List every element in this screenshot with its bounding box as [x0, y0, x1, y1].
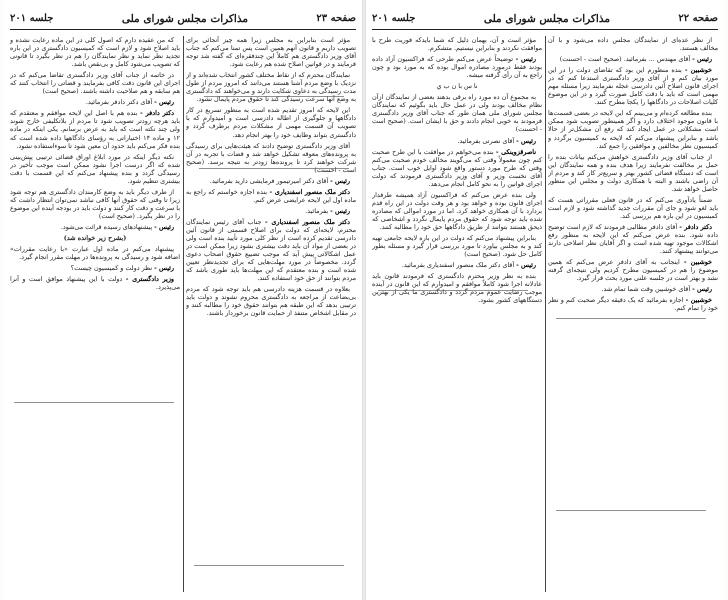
speaker-name: رئیس -: [154, 98, 174, 107]
body-paragraph: در خاتمه از جناب آقای وزیر دادگستری تقاضا می‌کنم که در اجرای این قانون دقت کافی بفرمایند و قضاتی را انتخاب کنند که هم سابقه و هم صلاحیت داشته باشند. (صحیح است): [10, 71, 180, 96]
speech-text: اینجانب به آقای دادفر عرض می‌کنم که همین موضوع را هم در کمیسیون مطرح کردیم ولی نتیجه‌ای گرفته نشد و بهتر است در جلسه علنی مورد بحث قرار گیرد.: [548, 258, 718, 283]
body-paragraph: ضمناً یادآوری می‌کنم که در قانون فعلی مقرراتی هست که باید لغو شود و جای آن مقررات جدید گذاشته شود و لازم است کمیسیون در این باره هم بررسی کند.: [548, 195, 718, 220]
body-paragraph: از جناب آقای وزیر دادگستری خواهش می‌کنم بیانات بنده را حمل بر مخالفت نفرمایند زیرا هدف بنده و همه نمایندگان این است که دستگاه قضائی کشور بهتر و سریع‌تر کار کند و مردم از آن راضی باشند و البته با همکاری دولت و مجلس این منظور حاصل خواهد شد.: [548, 152, 718, 193]
speaker-name: رئیس -: [330, 206, 350, 215]
body-paragraph: نا س با ن ب ي: [436, 82, 478, 91]
speech-text: توضیحاً عرض می‌کنم طرحی که فراکسیون آزاد داده بودند فقط درمورد مصادره اموال بوده که به مورد بود و چون راجع به آن رأی گرفته میشه.: [372, 55, 542, 80]
ink-underline: [204, 96, 344, 97]
speaker-name: رئیس -: [516, 261, 536, 270]
body-paragraph: ولی بنده عرض می‌کنم که فراکسیون آزاد همیشه طرفدار اجرای قانون بوده و خواهد بود و هر وقت دولت در این راه قدم بردارد با آن همکاری خواهد کرد. اما در مورد اموالی که مصادره شده باید توجه شود که حقوق مردم پایمال نگردد و اشخاصی که ذیحق هستند بتوانند از طریق دادگاهها حق خود را مطالبه کنند.: [372, 190, 542, 231]
left-page-title: مذاکرات مجلس شورای ملی: [121, 12, 248, 25]
left-page-number: صفحه ۲۳: [316, 13, 356, 24]
speech-text: بنده اجازه خواستم که راجع به ماده اول این لایحه عرایضی عرض کنم.: [186, 187, 356, 204]
speaker-name: رئیس -: [154, 264, 174, 273]
right-page-title: مذاکرات مجلس شورای ملی: [483, 12, 610, 25]
speaker-name: دکتر ملک منصور اسفندیاری -: [269, 187, 350, 196]
speaker-paragraph: [186, 207, 356, 215]
speaker-paragraph: [10, 109, 180, 149]
right-page: [366, 0, 724, 600]
speaker-paragraph: [548, 223, 718, 255]
body-paragraph: نمایندگان محترم که از نقاط مختلف کشور انتخاب شده‌اند و از نزدیک با وضع مردم آشنا هستند می‌دانند که امروز مردم از طول مدت رسیدگی به دعاوی شکایت دارند و می‌خواهند که دادگستری به وضع آنها سرعت رسیدگی کند تا حقوق مردم پایمال نشود.: [186, 71, 356, 104]
speaker-paragraph: [372, 137, 542, 145]
speaker-paragraph: [10, 98, 180, 106]
speech-text: بنده هم با اصل این لایحه موافقم و معتقدم که باید هرچه زودتر تصویب شود تا مردم از بلاتکلیفی خارج شوند ولی چند نکته است که باید به عرض برسانم. یکی اینکه در ماده ۱۲ و ماده ۱۴ اختیاراتی به رؤسای دادگاهها داده شده است که بنده فکر می‌کنم باید حدود آن معین شود تا سوءاستفاده نشود.: [10, 109, 180, 150]
body-paragraph: بنابراین پیشنهاد می‌کنم که دولت در این باره لایحه جامعی تهیه کند و به مجلس بیاورد تا مورد بررسی قرار گیرد و مسئله بطور کامل حل شود. (صحیح است): [372, 234, 542, 259]
right-page-column-left: [372, 36, 542, 592]
speaker-name: دکتر دادفر -: [140, 109, 174, 118]
speaker-name: رئیس -: [154, 222, 174, 231]
speaker-name: رئیس -: [692, 285, 712, 294]
ink-underline: [194, 565, 344, 566]
speech-text: آقای خوشبین وقت شما تمام شد.: [601, 285, 691, 294]
body-paragraph: بنده مطالعه کرده‌ام و می‌بینم که این لایحه در بعضی قسمت‌ها با قانون موجود اختلاف دارد و اگر همینطور تصویب شود ممکن است مشکلاتی در عمل ایجاد کند که رفع آن مشکل‌تر از حالا باشد و بنابراین پیشنهاد می‌کنم که لایحه به کمیسیون برگردد و کمیسیون نظر مخالفین و موافقین را جمع کند.: [548, 109, 718, 150]
speaker-name: رئیس -: [516, 136, 536, 145]
speaker-name: وزیر دادگستری -: [125, 275, 175, 284]
left-page: [4, 0, 362, 600]
speaker-name: دکتر ملک منصور اسفندیاری -: [264, 217, 350, 226]
speech-text: پیشنهادهای رسیده قرائت می‌شود.: [60, 222, 153, 231]
speaker-paragraph: [372, 55, 542, 79]
body-paragraph: مؤثر است و آن، بهمان دلیل که شما بایدکه فوریت طرح با موافقت نکردند و بنابراین نیستیم. متشکرم.: [372, 36, 542, 53]
body-paragraph: بعلاوه در قسمت هزینه دادرسی هم باید توجه شود که مردم بی‌بضاعت از مراجعه به دادگستری محروم نشوند و دولت باید ترتیبی بدهد که این طبقه هم بتوانند حقوق خود را مطالبه کنند و در مقابل اشخاص متنفذ از حمایت قانون برخوردار باشند.: [186, 285, 356, 318]
left-page-header: [10, 8, 356, 30]
speech-text: بفرمائید.: [305, 206, 329, 215]
speech-text: آقای دکتر دادفر بفرمائید.: [85, 98, 153, 107]
speech-text: اجازه بفرمائید که یک دقیقه دیگر صحبت کنم و نظر خود را تمام کنم.: [548, 296, 718, 313]
body-paragraph: پیشنهاد می‌کنم در ماده اول عبارت «با رعایت مقررات» اضافه شود و رسیدگی به پرونده‌ها در مهلت مقرر انجام گیرد.: [10, 245, 180, 262]
body-paragraph: آقای وزیر دادگستری توضیح دادند که هیئت‌هایی برای رسیدگی به پرونده‌های معوقه تشکیل خواهد شد و قضات با تجربه در آن شرکت خواهند کرد تا پرونده‌ها زودتر به نتیجه برسد. (صحیح است - احسنت): [186, 141, 356, 174]
speaker-paragraph: [186, 188, 356, 204]
speech-text: نظر دولت و کمیسیون چیست؟: [70, 264, 153, 273]
speaker-name: دکتر دادفر -: [679, 222, 712, 231]
right-page-column-divider: [545, 36, 546, 592]
ink-underline: [14, 402, 174, 403]
body-paragraph: از نظر عده‌ای از نمایندگان مجلس داده می‌شود و با آن مخالف هستند.: [548, 36, 718, 53]
right-page-column-right: [548, 36, 718, 592]
body-paragraph: به مجموع آن ده مورد راه برقی بدهند بعضی از نمایندگان ازآن نظام مخالف بودند ولی در عمل حال باید بگوئیم که نمایندگان مجلس شورای ملی همان طور که جناب آقای وزیر دادگستری فرمودند به خوبی انجام دادند و حق با ایشان است. (صحیح است - احسنت): [372, 93, 542, 134]
speaker-paragraph: [548, 285, 718, 293]
speech-text: آقای دکتر ملک منصور اسفندیاری بفرمائید.: [401, 261, 515, 270]
left-page-column-left: [10, 36, 180, 592]
ink-underline: [556, 318, 706, 319]
left-page-session: جلسه ۲۰۱: [10, 13, 54, 24]
speaker-paragraph: [10, 264, 180, 272]
left-page-column-divider: [183, 36, 184, 592]
speaker-name: خوشبین -: [683, 258, 712, 267]
speaker-paragraph: [548, 296, 718, 312]
speaker-name: رئیس -: [692, 55, 712, 64]
speaker-name: خوشبین -: [685, 296, 712, 305]
speech-text: بنده می‌خواهم در موافقت با این طرح صحبت کنم چون معمولاً وقتی که می‌گویند مخالف خودم صحبت می‌کنم وقتی که طرح مورد دستور واقع شود اوایل خوب است. جناب آقای نخست وزیر و آقای وزیر دادگستری فرمودند که دولت اجرای قوانین را به نحو کامل انجام می‌دهد.: [372, 147, 542, 188]
speaker-name: رئیس -: [330, 176, 350, 185]
speaker-name: خوشبین -: [684, 66, 712, 75]
speech-text: آقای نصرتی بفرمائید.: [457, 136, 515, 145]
speaker-paragraph: [372, 261, 542, 269]
speaker-paragraph: [186, 177, 356, 185]
ink-underline: [378, 290, 528, 291]
right-page-session: جلسه ۲۰۱: [372, 13, 416, 24]
body-paragraph: مؤثر است بنابراین به مجلس زیرا همه چیز آنجائی برای تصویب داریم و قانون آنهم همین است پس تمنا می‌کنم که جناب آقای وزیر دادگستری هم کاملاً این چندفقره‌ای که گفته شد توجه فرمایند و در قوانین اصلاح شده هم رعایت شود.: [186, 36, 356, 69]
body-paragraph: نکته دیگر اینکه در مورد ابلاغ اوراق قضائی ترتیبی پیش‌بینی شده که اگر درست اجرا نشود ممکن است موجب تأخیر در رسیدگی گردد و بنده پیشنهاد می‌کنم که این قسمت با دقت بیشتری تنظیم شود.: [10, 152, 180, 185]
speaker-paragraph: [10, 223, 180, 231]
speech-text: آقای دکتر امیرتیمور فرمایشی دارید بفرمائید.: [209, 176, 329, 185]
ink-underline: [556, 510, 706, 511]
speech-text: دولت با این پیشنهاد موافق است و آنرا می‌پذیرد.: [10, 275, 180, 292]
body-paragraph: این لایحه که امروز تقدیم شده است به منظور تسریع در کار دادگاهها و جلوگیری از اطاله دادرسی است و امیدوارم که با تصویب آن قسمت مهمی از مشکلات مردم برطرف گردد و دادگستری بتواند وظایف خود را بهتر انجام دهد.: [186, 106, 356, 139]
stage-note: (بشرح زیر خوانده شد): [63, 234, 127, 243]
speaker-paragraph: [548, 66, 718, 106]
speech-text: بنده منظورم این بود که تقاضای دولت را در این مورد بیان کنم و از آقای وزیر دادگستری استدعا کنم که در اجرای قانون اصلاح آئین دادرسی عجله نفرمایند زیرا مسئله مهم مهمی است که باید با دقت کامل صورت گیرد و در این موضوع کلیات اصلاحات در دادگاهها را یکجا مطرح کنند.: [548, 66, 718, 107]
right-page-header: [372, 8, 718, 30]
speaker-name: ناصرقزوینکی -: [495, 147, 536, 156]
body-paragraph: بنده به نظر وزیر محترم دادگستری که فرمودند قانون باید عادلانه اجرا شود کاملاً موافقم و امیدوارم که این قانون در آینده موجب رضایت عموم مردم گردد و دادگستری ما یکی از بهترین دستگاههای کشور بشود.: [372, 272, 542, 305]
speaker-paragraph: [548, 55, 718, 63]
speaker-paragraph: [548, 258, 718, 282]
left-page-column-right: [186, 36, 356, 592]
right-page-number: صفحه ۲۲: [678, 13, 718, 24]
body-paragraph: که من عقیده دارم که اصول کلی در این ماده رعایت نشده و باید اصلاح شود و لازم است که کمیسیون دادگستری در این باره تجدید نظر نماید و نظر نمایندگان را هم در نظر بگیرد تا قانونی که تصویب می‌شود کامل و بی‌نقص باشد.: [10, 36, 180, 69]
body-paragraph: از طرف دیگر باید به وضع کارمندان دادگستری هم توجه شود زیرا تا وقتی که حقوق آنها کافی نباشد نمی‌توان انتظار داشت که با سرعت و دقت کار کنند و دولت باید در بودجه آینده این موضوع را در نظر بگیرد. (صحیح است): [10, 187, 180, 220]
speaker-paragraph: [186, 218, 356, 282]
ink-underline: [199, 168, 349, 169]
speaker-paragraph: [10, 275, 180, 291]
speaker-paragraph: [372, 148, 542, 188]
speech-text: جناب آقای رئیس نمایندگان محترم، لایحه‌ای که دولت برای اصلاح قسمتی از قانون آئین دادرسی تقدیم کرده است از نظر کلی مورد تأیید بنده است ولی در بعضی از مواد آن باید دقت بیشتری بشود زیرا ممکن است در عمل اشکالاتی پیش آید که موجب تضییع حقوق اصحاب دعوی گردد. مخصوصاً در مورد مهلت‌هایی که برای تجدیدنظر تعیین شده است و بنده معتقدم که این مهلت‌ها باید طوری باشد که مردم بتوانند از حق خود استفاده کنند.: [186, 217, 356, 283]
speech-text: آقای مهندس ... بفرمائید. (صحیح است - احسنت): [559, 55, 691, 64]
speech-text: آقای دادفر مطالبی فرمودند که لازم است توضیح داده شود. بنده عرض می‌کنم که این لایحه به منظور رفع اشکالات موجود تهیه شده است و اگر آقایان نظر اصلاحی دارند می‌توانند پیشنهاد کنند.: [548, 222, 718, 256]
speaker-name: رئیس -: [515, 55, 536, 64]
